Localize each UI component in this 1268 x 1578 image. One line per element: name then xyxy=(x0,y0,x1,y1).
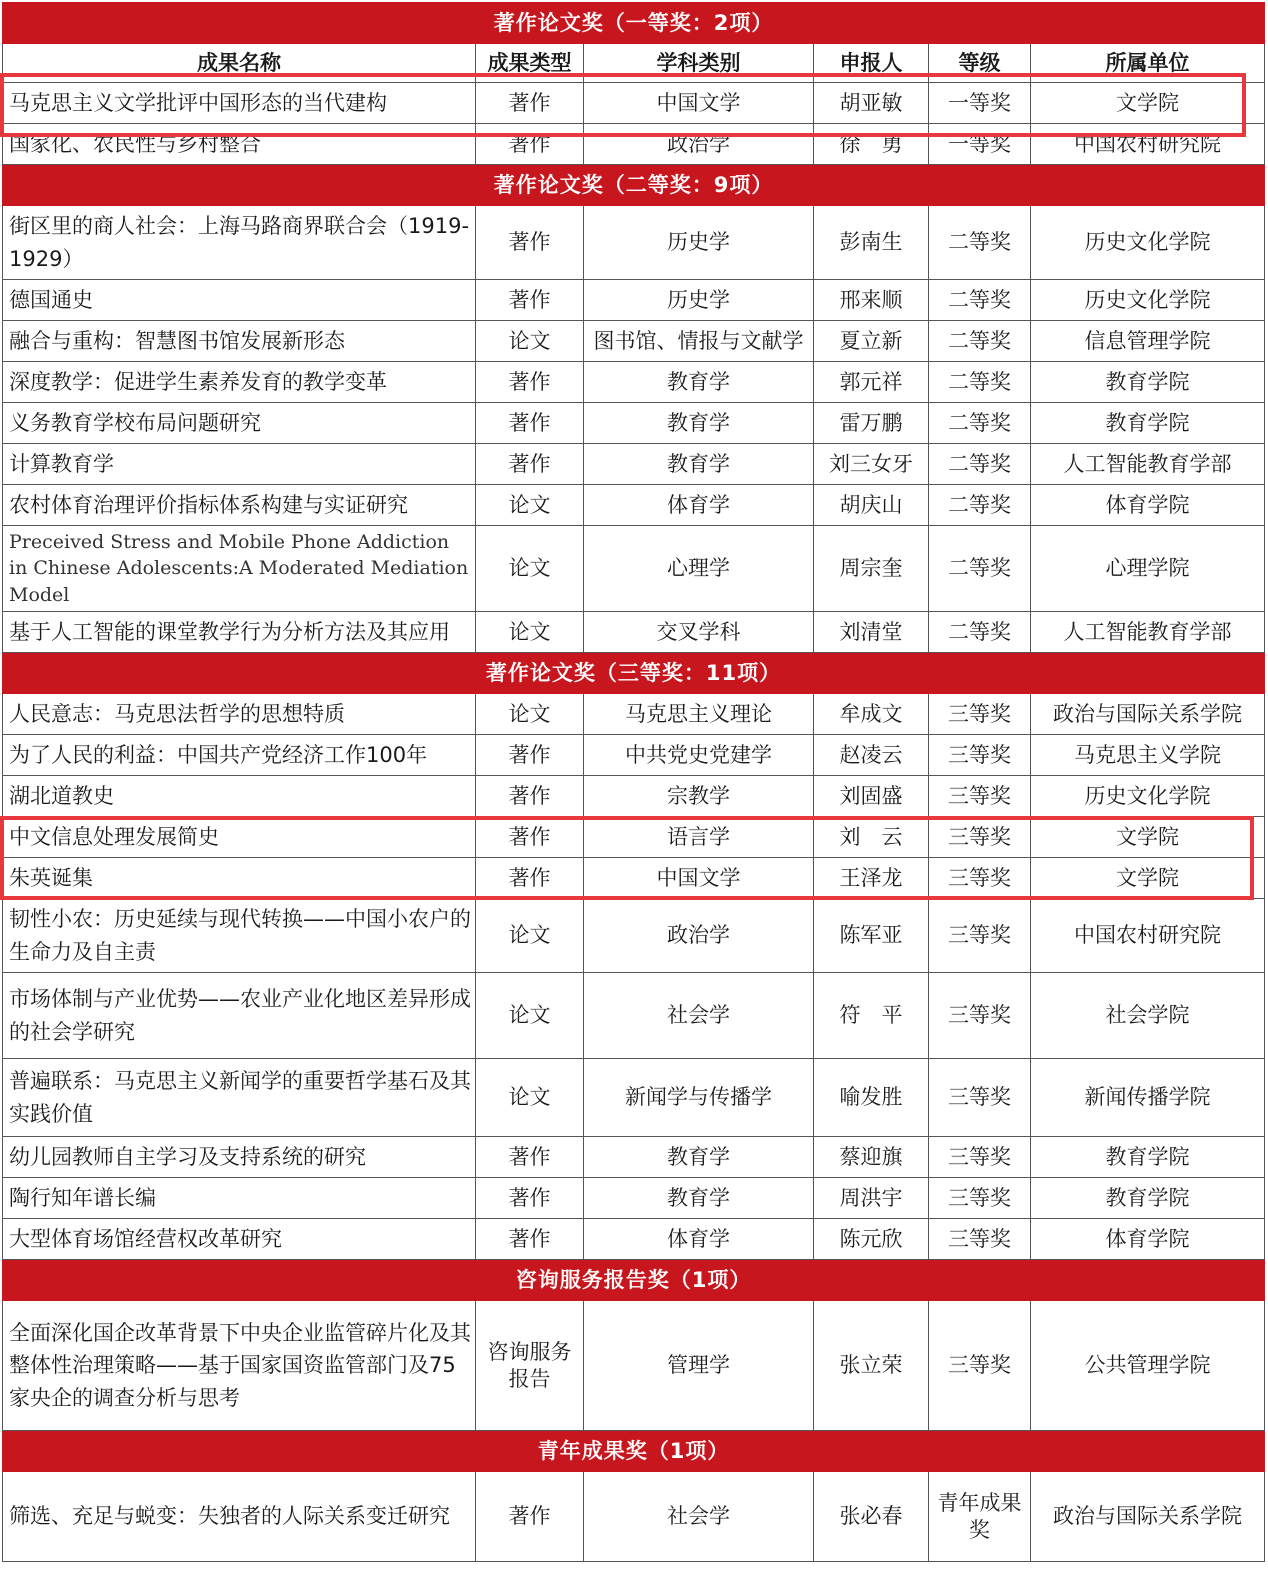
cell-type: 著作 xyxy=(476,83,584,124)
cell-applicant: 张必春 xyxy=(814,1472,929,1562)
cell-grade: 二等奖 xyxy=(929,362,1031,403)
cell-applicant: 胡庆山 xyxy=(814,485,929,526)
cell-type: 论文 xyxy=(476,526,584,612)
cell-unit: 政治与国际关系学院 xyxy=(1031,694,1265,735)
table-row xyxy=(3,899,1265,973)
cell-title: 湖北道教史 xyxy=(3,776,476,817)
cell-discipline: 历史学 xyxy=(584,206,814,280)
cell-title: 韧性小农：历史延续与现代转换——中国小农户的生命力及自主责 xyxy=(3,899,476,973)
cell-grade: 三等奖 xyxy=(929,1178,1031,1219)
cell-type: 著作 xyxy=(476,817,584,858)
cell-type: 著作 xyxy=(476,124,584,165)
cell-applicant: 夏立新 xyxy=(814,321,929,362)
cell-type: 论文 xyxy=(476,899,584,973)
cell-type: 论文 xyxy=(476,973,584,1059)
table-row xyxy=(3,1059,1265,1137)
cell-grade: 三等奖 xyxy=(929,1059,1031,1137)
cell-type: 著作 xyxy=(476,1137,584,1178)
cell-grade: 三等奖 xyxy=(929,1219,1031,1260)
cell-grade: 三等奖 xyxy=(929,735,1031,776)
cell-type: 论文 xyxy=(476,612,584,653)
cell-title: Preceived Stress and Mobile Phone Addiction in Chinese Adolescents:A Moderated Mediation Model xyxy=(3,526,476,612)
cell-unit: 体育学院 xyxy=(1031,1219,1265,1260)
cell-title: 深度教学：促进学生素养发育的教学变革 xyxy=(3,362,476,403)
table-row xyxy=(3,1219,1265,1260)
section-title: 著作论文奖（三等奖：11项） xyxy=(3,653,1265,694)
cell-unit: 中国农村研究院 xyxy=(1031,124,1265,165)
awards-table xyxy=(2,2,1265,1562)
section-header xyxy=(3,165,1265,206)
cell-applicant: 喻发胜 xyxy=(814,1059,929,1137)
cell-applicant: 张立荣 xyxy=(814,1301,929,1431)
cell-grade: 二等奖 xyxy=(929,612,1031,653)
cell-applicant: 陈元欣 xyxy=(814,1219,929,1260)
cell-grade: 一等奖 xyxy=(929,124,1031,165)
cell-applicant: 徐 勇 xyxy=(814,124,929,165)
cell-type: 著作 xyxy=(476,206,584,280)
cell-grade: 三等奖 xyxy=(929,1301,1031,1431)
cell-discipline: 马克思主义理论 xyxy=(584,694,814,735)
cell-title: 市场体制与产业优势——农业产业化地区差异形成的社会学研究 xyxy=(3,973,476,1059)
header-grade: 等级 xyxy=(929,44,1031,83)
cell-grade: 二等奖 xyxy=(929,526,1031,612)
cell-title: 大型体育场馆经营权改革研究 xyxy=(3,1219,476,1260)
section-header xyxy=(3,1431,1265,1472)
cell-unit: 历史文化学院 xyxy=(1031,206,1265,280)
table-row xyxy=(3,973,1265,1059)
cell-type: 著作 xyxy=(476,735,584,776)
table-row xyxy=(3,1178,1265,1219)
section-title: 咨询服务报告奖（1项） xyxy=(3,1260,1265,1301)
cell-unit: 心理学院 xyxy=(1031,526,1265,612)
cell-applicant: 周洪宇 xyxy=(814,1178,929,1219)
table-row xyxy=(3,444,1265,485)
cell-discipline: 宗教学 xyxy=(584,776,814,817)
cell-discipline: 新闻学与传播学 xyxy=(584,1059,814,1137)
cell-discipline: 体育学 xyxy=(584,485,814,526)
cell-title: 幼儿园教师自主学习及支持系统的研究 xyxy=(3,1137,476,1178)
cell-applicant: 刘清堂 xyxy=(814,612,929,653)
cell-discipline: 政治学 xyxy=(584,899,814,973)
cell-grade: 二等奖 xyxy=(929,321,1031,362)
cell-type: 著作 xyxy=(476,1472,584,1562)
cell-unit: 人工智能教育学部 xyxy=(1031,444,1265,485)
awards-table-sheet xyxy=(2,2,1264,1562)
cell-discipline: 教育学 xyxy=(584,1137,814,1178)
table-row xyxy=(3,124,1265,165)
cell-applicant: 蔡迎旗 xyxy=(814,1137,929,1178)
cell-applicant: 刘 云 xyxy=(814,817,929,858)
cell-discipline: 教育学 xyxy=(584,362,814,403)
section-header xyxy=(3,1260,1265,1301)
header-title: 成果名称 xyxy=(3,44,476,83)
cell-unit: 文学院 xyxy=(1031,83,1265,124)
cell-grade: 三等奖 xyxy=(929,817,1031,858)
table-row xyxy=(3,694,1265,735)
cell-discipline: 中国文学 xyxy=(584,83,814,124)
cell-applicant: 彭南生 xyxy=(814,206,929,280)
cell-title: 街区里的商人社会：上海马路商界联合会（1919-1929） xyxy=(3,206,476,280)
cell-grade: 青年成果奖 xyxy=(929,1472,1031,1562)
cell-title: 中文信息处理发展简史 xyxy=(3,817,476,858)
table-row xyxy=(3,1472,1265,1562)
cell-unit: 教育学院 xyxy=(1031,362,1265,403)
cell-type: 著作 xyxy=(476,1178,584,1219)
table-row xyxy=(3,1137,1265,1178)
cell-applicant: 赵凌云 xyxy=(814,735,929,776)
header-type: 成果类型 xyxy=(476,44,584,83)
cell-type: 著作 xyxy=(476,858,584,899)
section-title: 著作论文奖（二等奖：9项） xyxy=(3,165,1265,206)
section-title: 青年成果奖（1项） xyxy=(3,1431,1265,1472)
section-header xyxy=(3,3,1265,44)
cell-type: 著作 xyxy=(476,403,584,444)
cell-title: 人民意志：马克思法哲学的思想特质 xyxy=(3,694,476,735)
cell-unit: 新闻传播学院 xyxy=(1031,1059,1265,1137)
table-row xyxy=(3,485,1265,526)
cell-grade: 一等奖 xyxy=(929,83,1031,124)
section-title: 著作论文奖（一等奖：2项） xyxy=(3,3,1265,44)
table-row xyxy=(3,735,1265,776)
table-row xyxy=(3,612,1265,653)
cell-title: 融合与重构：智慧图书馆发展新形态 xyxy=(3,321,476,362)
cell-discipline: 社会学 xyxy=(584,973,814,1059)
cell-applicant: 刘固盛 xyxy=(814,776,929,817)
cell-type: 著作 xyxy=(476,280,584,321)
cell-unit: 公共管理学院 xyxy=(1031,1301,1265,1431)
cell-unit: 信息管理学院 xyxy=(1031,321,1265,362)
cell-grade: 二等奖 xyxy=(929,403,1031,444)
cell-grade: 二等奖 xyxy=(929,485,1031,526)
cell-title: 德国通史 xyxy=(3,280,476,321)
cell-unit: 社会学院 xyxy=(1031,973,1265,1059)
table-row xyxy=(3,776,1265,817)
cell-discipline: 政治学 xyxy=(584,124,814,165)
cell-grade: 三等奖 xyxy=(929,776,1031,817)
table-row xyxy=(3,206,1265,280)
cell-discipline: 图书馆、情报与文献学 xyxy=(584,321,814,362)
cell-type: 著作 xyxy=(476,444,584,485)
cell-unit: 政治与国际关系学院 xyxy=(1031,1472,1265,1562)
cell-grade: 二等奖 xyxy=(929,280,1031,321)
column-header-row xyxy=(3,44,1265,83)
cell-title: 马克思主义文学批评中国形态的当代建构 xyxy=(3,83,476,124)
cell-applicant: 王泽龙 xyxy=(814,858,929,899)
cell-applicant: 周宗奎 xyxy=(814,526,929,612)
cell-discipline: 社会学 xyxy=(584,1472,814,1562)
cell-grade: 三等奖 xyxy=(929,899,1031,973)
cell-discipline: 语言学 xyxy=(584,817,814,858)
cell-unit: 马克思主义学院 xyxy=(1031,735,1265,776)
table-row xyxy=(3,817,1265,858)
cell-discipline: 交叉学科 xyxy=(584,612,814,653)
cell-applicant: 邢来顺 xyxy=(814,280,929,321)
cell-grade: 三等奖 xyxy=(929,973,1031,1059)
cell-title: 基于人工智能的课堂教学行为分析方法及其应用 xyxy=(3,612,476,653)
cell-type: 论文 xyxy=(476,1059,584,1137)
cell-discipline: 教育学 xyxy=(584,403,814,444)
cell-title: 朱英诞集 xyxy=(3,858,476,899)
cell-unit: 教育学院 xyxy=(1031,1137,1265,1178)
cell-title: 国家化、农民性与乡村整合 xyxy=(3,124,476,165)
cell-discipline: 教育学 xyxy=(584,1178,814,1219)
cell-unit: 历史文化学院 xyxy=(1031,280,1265,321)
cell-applicant: 刘三女牙 xyxy=(814,444,929,485)
cell-title: 筛选、充足与蜕变：失独者的人际关系变迁研究 xyxy=(3,1472,476,1562)
table-row xyxy=(3,321,1265,362)
cell-grade: 三等奖 xyxy=(929,1137,1031,1178)
cell-title: 义务教育学校布局问题研究 xyxy=(3,403,476,444)
cell-grade: 三等奖 xyxy=(929,694,1031,735)
cell-type: 著作 xyxy=(476,362,584,403)
table-row xyxy=(3,83,1265,124)
cell-unit: 教育学院 xyxy=(1031,1178,1265,1219)
table-row xyxy=(3,858,1265,899)
table-row xyxy=(3,403,1265,444)
header-applicant: 申报人 xyxy=(814,44,929,83)
cell-title: 全面深化国企改革背景下中央企业监管碎片化及其整体性治理策略——基于国家国资监管部门及75家央企的调查分析与思考 xyxy=(3,1301,476,1431)
table-row xyxy=(3,1301,1265,1431)
cell-applicant: 雷万鹏 xyxy=(814,403,929,444)
cell-applicant: 符 平 xyxy=(814,973,929,1059)
cell-title: 陶行知年谱长编 xyxy=(3,1178,476,1219)
cell-unit: 文学院 xyxy=(1031,858,1265,899)
cell-unit: 中国农村研究院 xyxy=(1031,899,1265,973)
cell-title: 农村体育治理评价指标体系构建与实证研究 xyxy=(3,485,476,526)
cell-unit: 体育学院 xyxy=(1031,485,1265,526)
cell-discipline: 历史学 xyxy=(584,280,814,321)
cell-discipline: 心理学 xyxy=(584,526,814,612)
cell-discipline: 体育学 xyxy=(584,1219,814,1260)
cell-type: 著作 xyxy=(476,776,584,817)
cell-grade: 二等奖 xyxy=(929,206,1031,280)
cell-type: 论文 xyxy=(476,694,584,735)
cell-unit: 文学院 xyxy=(1031,817,1265,858)
cell-type: 著作 xyxy=(476,1219,584,1260)
cell-applicant: 郭元祥 xyxy=(814,362,929,403)
section-header xyxy=(3,653,1265,694)
cell-applicant: 胡亚敏 xyxy=(814,83,929,124)
cell-unit: 人工智能教育学部 xyxy=(1031,612,1265,653)
cell-discipline: 教育学 xyxy=(584,444,814,485)
cell-grade: 二等奖 xyxy=(929,444,1031,485)
cell-applicant: 牟成文 xyxy=(814,694,929,735)
cell-title: 普遍联系：马克思主义新闻学的重要哲学基石及其实践价值 xyxy=(3,1059,476,1137)
cell-unit: 历史文化学院 xyxy=(1031,776,1265,817)
cell-applicant: 陈军亚 xyxy=(814,899,929,973)
cell-type: 论文 xyxy=(476,321,584,362)
cell-grade: 三等奖 xyxy=(929,858,1031,899)
cell-unit: 教育学院 xyxy=(1031,403,1265,444)
cell-discipline: 中国文学 xyxy=(584,858,814,899)
cell-type: 咨询服务报告 xyxy=(476,1301,584,1431)
table-row xyxy=(3,362,1265,403)
header-discipline: 学科类别 xyxy=(584,44,814,83)
header-unit: 所属单位 xyxy=(1031,44,1265,83)
cell-discipline: 管理学 xyxy=(584,1301,814,1431)
cell-title: 计算教育学 xyxy=(3,444,476,485)
cell-discipline: 中共党史党建学 xyxy=(584,735,814,776)
table-row xyxy=(3,280,1265,321)
cell-title: 为了人民的利益：中国共产党经济工作100年 xyxy=(3,735,476,776)
cell-type: 论文 xyxy=(476,485,584,526)
table-row xyxy=(3,526,1265,612)
